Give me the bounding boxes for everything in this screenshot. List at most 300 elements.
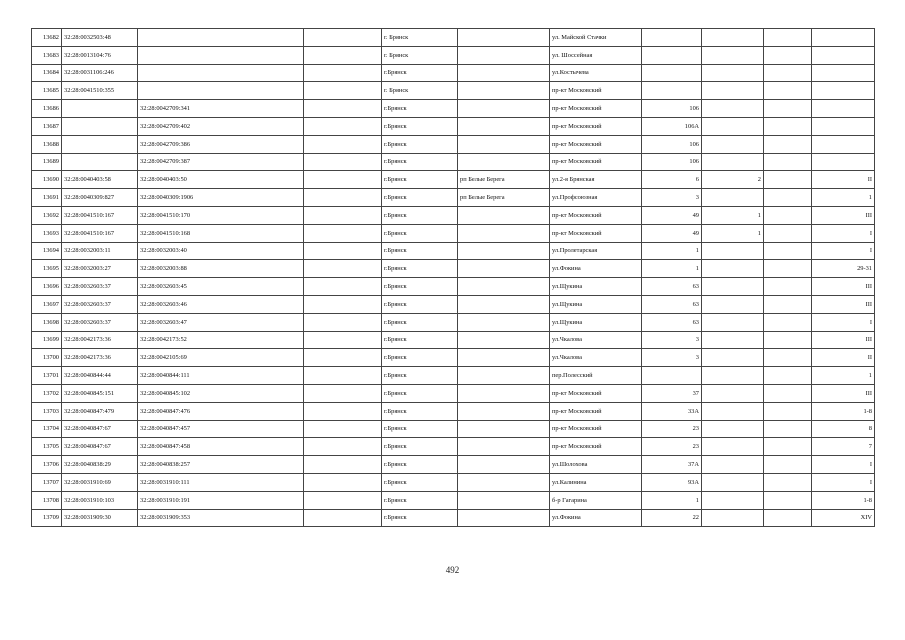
cell-house: 23 [642,438,702,456]
cell-letter [764,509,812,527]
cell-cadastral-number: 32:28:0042709:402 [138,117,304,135]
cell-house [642,64,702,82]
cell-old-cadastral-number: 32:28:0032503:48 [62,29,138,47]
cell-building [702,295,764,313]
cell-extra [304,242,382,260]
cell-building: 1 [702,206,764,224]
cell-extra [304,438,382,456]
cell-old-cadastral-number: 32:28:0040847:67 [62,438,138,456]
cell-district [458,295,550,313]
table-row [32,29,875,47]
cell-house: 37 [642,384,702,402]
cell-row-number: 13687 [32,117,62,135]
cell-row-number: 13686 [32,100,62,118]
cell-city: г.Брянск [382,153,458,171]
cell-old-cadastral-number: 32:28:0032003:27 [62,260,138,278]
cell-street: пр-кт Московский [550,82,642,100]
cell-letter [764,224,812,242]
cell-old-cadastral-number [62,100,138,118]
cell-row-number: 13705 [32,438,62,456]
cell-city: г.Брянск [382,367,458,385]
cell-building [702,82,764,100]
table-row [32,420,875,438]
cell-cadastral-number: 32:28:0032003:88 [138,260,304,278]
cell-house: 23 [642,420,702,438]
cell-letter [764,491,812,509]
cell-extra [304,29,382,47]
cell-premises [812,82,875,100]
cell-district [458,117,550,135]
cell-street: ул.Щукина [550,295,642,313]
cell-city: г.Брянск [382,456,458,474]
cell-extra [304,473,382,491]
cell-old-cadastral-number: 32:28:0042173:36 [62,331,138,349]
cell-extra [304,64,382,82]
cell-street: ул.Профсоюзная [550,189,642,207]
table-row [32,100,875,118]
cell-row-number: 13701 [32,367,62,385]
cell-old-cadastral-number [62,117,138,135]
cell-building [702,367,764,385]
cell-district: рп Белые Берега [458,171,550,189]
cell-district [458,82,550,100]
page-number: 492 [445,565,460,575]
cell-premises [812,135,875,153]
cell-city: г.Брянск [382,189,458,207]
cell-row-number: 13688 [32,135,62,153]
cell-old-cadastral-number: 32:28:0041510:167 [62,224,138,242]
cell-premises: III [812,278,875,296]
cell-old-cadastral-number: 32:28:0032603:37 [62,313,138,331]
cell-cadastral-number: 32:28:0040844:111 [138,367,304,385]
table-row [32,135,875,153]
cell-cadastral-number: 32:28:0040403:50 [138,171,304,189]
cell-cadastral-number [138,82,304,100]
cell-letter [764,64,812,82]
cell-old-cadastral-number: 32:28:0031910:103 [62,491,138,509]
cell-street: ул. Майской Стачки [550,29,642,47]
cell-letter [764,135,812,153]
cell-district [458,473,550,491]
cell-cadastral-number: 32:28:0032603:47 [138,313,304,331]
cell-city: г.Брянск [382,509,458,527]
cell-old-cadastral-number: 32:28:0031910:69 [62,473,138,491]
cell-building: 1 [702,224,764,242]
cell-row-number: 13699 [32,331,62,349]
cell-street: ул.Фокина [550,509,642,527]
cell-city: г.Брянск [382,295,458,313]
cell-old-cadastral-number [62,153,138,171]
cell-letter [764,295,812,313]
cell-cadastral-number [138,64,304,82]
cell-cadastral-number: 32:28:0031909:353 [138,509,304,527]
cell-extra [304,402,382,420]
cell-old-cadastral-number: 32:28:0031106:246 [62,64,138,82]
cell-district [458,260,550,278]
cell-street: пр-кт Московский [550,100,642,118]
cell-district [458,206,550,224]
cell-district [458,224,550,242]
cell-row-number: 13683 [32,46,62,64]
cell-building [702,349,764,367]
cell-street: пр-кт Московский [550,420,642,438]
cell-letter [764,242,812,260]
cell-house [642,82,702,100]
cell-house: 63 [642,313,702,331]
cell-cadastral-number: 32:28:0042709:387 [138,153,304,171]
cell-city: г.Брянск [382,135,458,153]
cell-letter [764,46,812,64]
cell-city: г.Брянск [382,384,458,402]
cell-row-number: 13698 [32,313,62,331]
cell-row-number: 13702 [32,384,62,402]
table-row [32,189,875,207]
cell-letter [764,420,812,438]
cell-house: 63 [642,295,702,313]
cell-city: г.Брянск [382,171,458,189]
cell-row-number: 13682 [32,29,62,47]
cell-street: ул.2-я Брянская [550,171,642,189]
cell-old-cadastral-number: 32:28:0032603:37 [62,278,138,296]
table-row [32,349,875,367]
cell-cadastral-number: 32:28:0040847:457 [138,420,304,438]
cell-old-cadastral-number: 32:28:0032003:11 [62,242,138,260]
cell-house: 22 [642,509,702,527]
table-row [32,260,875,278]
cell-extra [304,420,382,438]
cell-building [702,402,764,420]
cell-letter [764,331,812,349]
cell-letter [764,100,812,118]
cell-premises [812,100,875,118]
cell-premises: 1 [812,189,875,207]
cell-cadastral-number: 32:28:0042173:52 [138,331,304,349]
cell-old-cadastral-number: 32:28:0041510:355 [62,82,138,100]
cell-district [458,153,550,171]
cell-city: г.Брянск [382,349,458,367]
cell-old-cadastral-number: 32:28:0040847:67 [62,420,138,438]
cell-district [458,64,550,82]
cell-building [702,242,764,260]
cell-extra [304,278,382,296]
cell-extra [304,260,382,278]
cell-street: пр-кт Московский [550,438,642,456]
cell-street: ул.Калинина [550,473,642,491]
table-row [32,206,875,224]
cell-row-number: 13685 [32,82,62,100]
cell-letter [764,82,812,100]
cell-row-number: 13696 [32,278,62,296]
cell-letter [764,402,812,420]
cell-house: 106 [642,153,702,171]
cell-premises [812,29,875,47]
cell-street: ул.Чкалова [550,331,642,349]
cell-old-cadastral-number: 32:28:0031909:30 [62,509,138,527]
cell-extra [304,135,382,153]
cell-house: 49 [642,206,702,224]
cell-old-cadastral-number: 32:28:0032603:37 [62,295,138,313]
cell-cadastral-number: 32:28:0032003:40 [138,242,304,260]
cell-premises: I [812,242,875,260]
cell-district [458,100,550,118]
cell-extra [304,331,382,349]
table-row [32,242,875,260]
table-row [32,313,875,331]
cell-extra [304,313,382,331]
cell-premises: 1-8 [812,402,875,420]
cell-district [458,438,550,456]
cell-old-cadastral-number: 32:28:0040847:479 [62,402,138,420]
cell-old-cadastral-number: 32:28:0040845:151 [62,384,138,402]
cell-building: 2 [702,171,764,189]
cell-building [702,331,764,349]
cell-city: г.Брянск [382,224,458,242]
cell-old-cadastral-number [62,135,138,153]
registry-table-container [31,28,874,527]
cell-letter [764,384,812,402]
table-row [32,295,875,313]
cell-city: г.Брянск [382,473,458,491]
cell-letter [764,313,812,331]
registry-table [31,28,875,527]
cell-street: пр-кт Московский [550,224,642,242]
cell-premises: II [812,349,875,367]
cell-district [458,509,550,527]
cell-extra [304,367,382,385]
cell-house [642,29,702,47]
cell-building [702,278,764,296]
table-row [32,491,875,509]
cell-premises: III [812,206,875,224]
cell-premises: I [812,473,875,491]
cell-extra [304,82,382,100]
cell-district [458,491,550,509]
cell-premises [812,117,875,135]
cell-city: г.Брянск [382,331,458,349]
cell-city: г.Брянск [382,491,458,509]
cell-district [458,384,550,402]
cell-letter [764,29,812,47]
cell-house [642,367,702,385]
cell-premises: I [812,313,875,331]
cell-street: ул.Шолохова [550,456,642,474]
table-row [32,384,875,402]
cell-old-cadastral-number: 32:28:0041510:167 [62,206,138,224]
cell-building [702,509,764,527]
cell-city: г.Брянск [382,313,458,331]
cell-cadastral-number: 32:28:0040838:257 [138,456,304,474]
cell-premises [812,46,875,64]
cell-district [458,402,550,420]
cell-city: г.Брянск [382,64,458,82]
cell-building [702,260,764,278]
cell-city: г.Брянск [382,260,458,278]
cell-premises: III [812,331,875,349]
cell-letter [764,189,812,207]
cell-extra [304,100,382,118]
cell-premises: 1 [812,367,875,385]
cell-district [458,242,550,260]
cell-row-number: 13694 [32,242,62,260]
cell-letter [764,456,812,474]
cell-district: рп Белые Берега [458,189,550,207]
cell-house: 1 [642,491,702,509]
cell-cadastral-number: 32:28:0040845:102 [138,384,304,402]
cell-house: 3 [642,331,702,349]
cell-city: г. Брянск [382,82,458,100]
cell-city: г.Брянск [382,438,458,456]
cell-old-cadastral-number: 32:28:0040838:29 [62,456,138,474]
cell-cadastral-number: 32:28:0032603:45 [138,278,304,296]
table-row [32,117,875,135]
cell-letter [764,117,812,135]
cell-premises [812,153,875,171]
cell-district [458,349,550,367]
cell-house: 6 [642,171,702,189]
cell-letter [764,438,812,456]
cell-row-number: 13697 [32,295,62,313]
cell-building [702,384,764,402]
cell-cadastral-number: 32:28:0042105:69 [138,349,304,367]
cell-house: 106А [642,117,702,135]
cell-row-number: 13706 [32,456,62,474]
cell-premises: III [812,295,875,313]
cell-letter [764,206,812,224]
cell-row-number: 13703 [32,402,62,420]
cell-street: пр-кт Московский [550,206,642,224]
cell-row-number: 13708 [32,491,62,509]
cell-building [702,153,764,171]
cell-building [702,46,764,64]
cell-old-cadastral-number: 32:28:0040403:58 [62,171,138,189]
cell-extra [304,153,382,171]
cell-district [458,456,550,474]
cell-district [458,135,550,153]
cell-premises [812,64,875,82]
cell-extra [304,206,382,224]
cell-district [458,331,550,349]
cell-city: г.Брянск [382,100,458,118]
table-row [32,456,875,474]
cell-house: 37А [642,456,702,474]
table-row [32,224,875,242]
table-row [32,438,875,456]
cell-cadastral-number: 32:28:0031910:111 [138,473,304,491]
cell-cadastral-number: 32:28:0032603:46 [138,295,304,313]
cell-premises: I [812,456,875,474]
table-row [32,64,875,82]
cell-row-number: 13700 [32,349,62,367]
cell-cadastral-number [138,46,304,64]
cell-street: ул.Фокина [550,260,642,278]
cell-extra [304,171,382,189]
cell-old-cadastral-number: 32:28:0040309:827 [62,189,138,207]
cell-house: 1 [642,260,702,278]
cell-cadastral-number: 32:28:0042709:341 [138,100,304,118]
cell-city: г. Брянск [382,29,458,47]
cell-row-number: 13707 [32,473,62,491]
cell-city: г.Брянск [382,420,458,438]
cell-street: пр-кт Московский [550,153,642,171]
cell-extra [304,224,382,242]
cell-row-number: 13693 [32,224,62,242]
cell-district [458,313,550,331]
cell-cadastral-number: 32:28:0042709:386 [138,135,304,153]
cell-city: г. Брянск [382,46,458,64]
cell-extra [304,509,382,527]
cell-extra [304,46,382,64]
cell-row-number: 13689 [32,153,62,171]
cell-cadastral-number: 32:28:0040847:458 [138,438,304,456]
cell-city: г.Брянск [382,117,458,135]
cell-district [458,29,550,47]
cell-row-number: 13690 [32,171,62,189]
cell-old-cadastral-number: 32:28:0042173:36 [62,349,138,367]
table-row [32,473,875,491]
cell-premises: 1-8 [812,491,875,509]
cell-cadastral-number [138,29,304,47]
cell-street: ул. Шоссейная [550,46,642,64]
cell-city: г.Брянск [382,242,458,260]
cell-building [702,100,764,118]
cell-premises: 29-31 [812,260,875,278]
cell-cadastral-number: 32:28:0040847:476 [138,402,304,420]
cell-letter [764,349,812,367]
cell-house: 33А [642,402,702,420]
cell-house: 49 [642,224,702,242]
cell-street: пер.Полесский [550,367,642,385]
cell-building [702,117,764,135]
table-row [32,402,875,420]
cell-district [458,46,550,64]
cell-building [702,189,764,207]
cell-letter [764,367,812,385]
cell-extra [304,349,382,367]
cell-extra [304,117,382,135]
table-row [32,367,875,385]
cell-house: 93А [642,473,702,491]
cell-street: ул.Костычева [550,64,642,82]
cell-house: 3 [642,349,702,367]
cell-old-cadastral-number: 32:28:0040844:44 [62,367,138,385]
cell-house: 106 [642,100,702,118]
table-row [32,46,875,64]
cell-city: г.Брянск [382,278,458,296]
cell-street: пр-кт Московский [550,384,642,402]
registry-table-body [32,29,875,527]
cell-row-number: 13684 [32,64,62,82]
cell-house: 63 [642,278,702,296]
cell-cadastral-number: 32:28:0040309:1906 [138,189,304,207]
cell-house: 106 [642,135,702,153]
cell-row-number: 13695 [32,260,62,278]
cell-letter [764,153,812,171]
cell-city: г.Брянск [382,402,458,420]
cell-row-number: 13709 [32,509,62,527]
cell-premises: 8 [812,420,875,438]
cell-extra [304,491,382,509]
cell-building [702,438,764,456]
cell-letter [764,278,812,296]
cell-street: пр-кт Московский [550,135,642,153]
cell-street: ул.Пролетарская [550,242,642,260]
cell-district [458,367,550,385]
cell-building [702,313,764,331]
cell-extra [304,456,382,474]
cell-cadastral-number: 32:28:0031910:191 [138,491,304,509]
cell-street: б-р Гагарина [550,491,642,509]
cell-extra [304,295,382,313]
